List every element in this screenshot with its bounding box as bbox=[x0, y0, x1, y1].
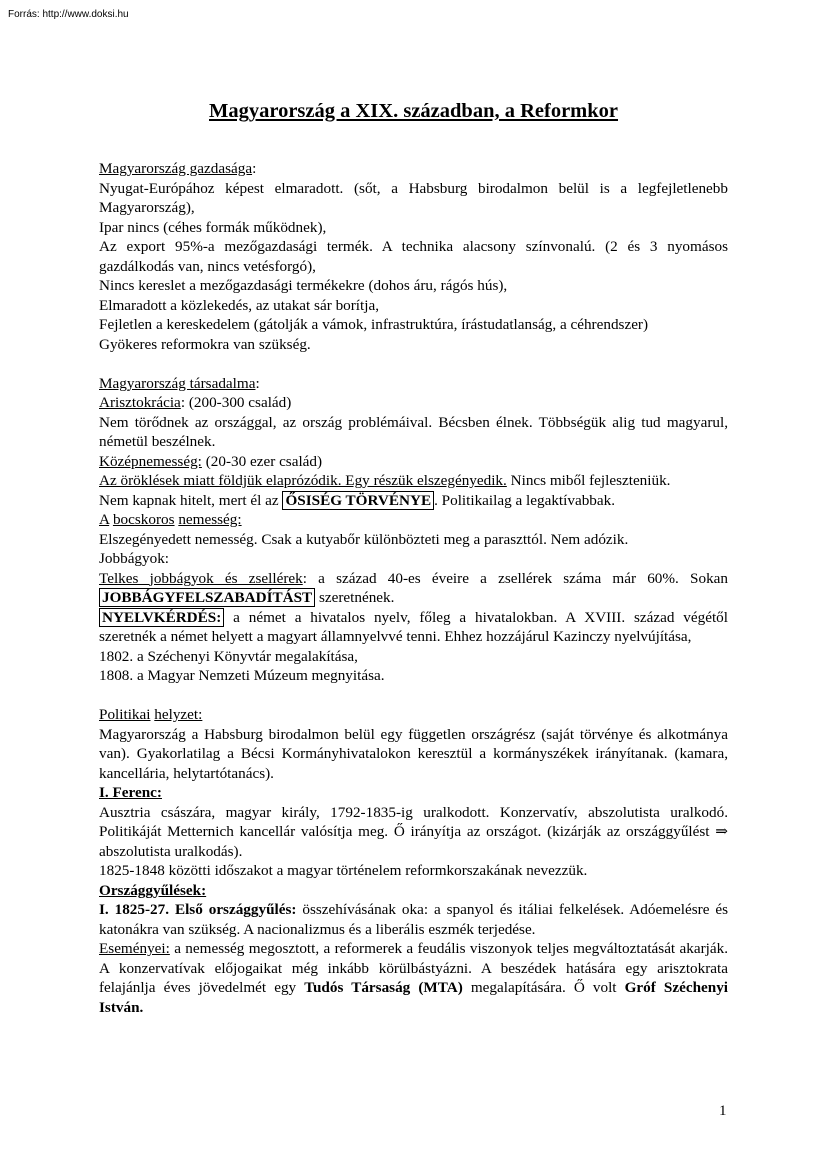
paragraph: Magyarország a Habsburg birodalmon belül egy független országrész (saját törvénye és alkotmánya van). Gyakorlatilag a Bécsi Kormányhivatalokon keresztül a kormányszékek irányítanak. (kamara, kancellária, helytartótanács). bbox=[99, 725, 728, 782]
subheading-text: Arisztokrácia bbox=[99, 394, 181, 411]
section-heading-orszaggyulesek bbox=[99, 881, 728, 901]
heading-text: Politikai bbox=[99, 706, 151, 723]
paragraph: Elmaradott a közlekedés, az utakat sár borítja, bbox=[99, 296, 380, 314]
subheading-kozepnemesseg bbox=[99, 452, 728, 472]
bold-text: Tudós Társaság (MTA) bbox=[304, 979, 463, 996]
heading-colon: : bbox=[252, 160, 257, 177]
spacer bbox=[99, 686, 728, 706]
heading-text: Magyarország társadalma bbox=[99, 374, 256, 392]
document-body bbox=[99, 159, 728, 1017]
subheading-text: Középnemesség: bbox=[99, 452, 202, 470]
heading-colon: : bbox=[255, 374, 260, 392]
subheading-rest: (20-30 ezer család) bbox=[201, 452, 323, 470]
section-heading-politika bbox=[99, 705, 728, 725]
boxed-term-jobbagyfelszabaditas: JOBBÁGYFELSZABADÍTÁST bbox=[99, 588, 315, 607]
underlined-text: Az öröklések miatt földjük elaprózódik. Egy részük elszegényedik. bbox=[99, 472, 507, 489]
paragraph: Nyugat-Európához képest elmaradott. (sőt, a Habsburg birodalmon belül is a legfejletlenebb Magyarország), bbox=[99, 179, 728, 216]
subheading-text: bocskoros bbox=[112, 511, 175, 528]
paragraph: 1802. a Széchenyi Könyvtár megalakítása, bbox=[99, 647, 358, 665]
paragraph bbox=[99, 608, 728, 647]
paragraph: Ipar nincs (céhes formák működnek), bbox=[99, 218, 327, 236]
text: : a század 40-es éveire a zsellérek száma már 60%. Sokan bbox=[302, 569, 728, 587]
section-heading-gazdasag bbox=[99, 159, 728, 179]
text: a német a hivatalos nyelv, főleg a hivatalokban. A XVIII. század végétől szeretnék a német helyett a magyart államnyelvvé tenni. Ehhez hozzájárul Kazinczy nyelvújítása, bbox=[99, 608, 728, 645]
bold-text: I. 1825-27. Első országgyűlés: bbox=[99, 901, 297, 918]
paragraph bbox=[99, 569, 728, 608]
paragraph: Elszegényedett nemesség. Csak a kutyabőr különbözteti meg a paraszttól. Nem adózik. bbox=[99, 530, 629, 548]
text: a nemesség megosztott, a reformerek a feudális viszonyok teljes megváltoztatását akarják. A konzervatívak előjogaikat még inkább körülbástyázni. A beszédek hatására egy arisztokrata felajánlja éves jövedelmét egy bbox=[99, 940, 728, 996]
text: összehívásának oka: a spanyol és itáliai felkelések. Adóemelésre és katonákra van szükség. A nacionalizmus és a liberális eszmék terjedése. bbox=[99, 901, 728, 938]
paragraph: Az export 95%-a mezőgazdasági termék. A technika alacsony színvonalú. (2 és 3 nyomásos gazdálkodás van, nincs vetésforgó), bbox=[99, 238, 728, 275]
paragraph: Nem törődnek az országgal, az ország problémáival. Bécsben élnek. Többségük alig tud magyarul, németül beszélnek. bbox=[99, 413, 728, 450]
paragraph bbox=[99, 939, 728, 1017]
text: Nem kapnak hitelt, mert él az bbox=[99, 491, 283, 509]
page-title: Magyarország a XIX. században, a Reformkor bbox=[209, 100, 618, 122]
subheading-bocskoros bbox=[99, 510, 728, 530]
text: megalapítására. Ő volt bbox=[462, 979, 625, 996]
heading-text: helyzet: bbox=[154, 706, 203, 723]
subheading-ferenc bbox=[99, 783, 728, 803]
subheading-text: A bbox=[99, 511, 110, 528]
paragraph bbox=[99, 471, 728, 491]
subheading-arisztokracia bbox=[99, 393, 728, 413]
paragraph: 1808. a Magyar Nemzeti Múzeum megnyitása. bbox=[99, 667, 385, 684]
boxed-term-nyelvkerdes: NYELVKÉRDÉS: bbox=[99, 608, 224, 627]
spacer bbox=[99, 354, 728, 374]
subheading-text: I. Ferenc: bbox=[99, 784, 162, 801]
subheading-jobbagyok: Jobbágyok: bbox=[99, 550, 170, 567]
text: . Politikailag a legaktívabbak. bbox=[434, 491, 616, 509]
heading-text: Országgyűlések: bbox=[99, 881, 207, 899]
paragraph: Fejletlen a kereskedelem (gátolják a vámok, infrastruktúra, írástudatlanság, a céhrendszer) bbox=[99, 316, 649, 333]
source-label: Forrás: http://www.doksi.hu bbox=[8, 9, 129, 20]
text: szeretnének. bbox=[315, 589, 395, 606]
paragraph bbox=[99, 491, 728, 511]
paragraph bbox=[99, 900, 728, 939]
heading-text: Magyarország gazdasága bbox=[99, 160, 253, 177]
underlined-text: Eseményei: bbox=[99, 940, 170, 957]
underlined-text: Telkes jobbágyok és zsellérek bbox=[99, 569, 303, 587]
paragraph: Nincs kereslet a mezőgazdasági termékekre (dohos áru, rágós hús), bbox=[99, 277, 508, 294]
section-heading-tarsadalom bbox=[99, 374, 728, 394]
subheading-rest: : (200-300 család) bbox=[180, 394, 292, 411]
paragraph: Ausztria császára, magyar király, 1792-1835-ig uralkodott. Konzervatív, abszolutista uralkodó. Politikáját Metternich kancellár valósítja meg. Ő irányítja az országot. (kizárják az országgyűlést ⇒ abszolutista uralkodás). bbox=[99, 803, 728, 860]
paragraph: 1825-1848 közötti időszakot a magyar történelem reformkorszakának nevezzük. bbox=[99, 862, 588, 879]
boxed-term-osiseg: ŐSISÉG TÖRVÉNYE bbox=[282, 491, 434, 510]
subheading-text: nemesség: bbox=[178, 511, 242, 528]
text: Nincs miből fejleszteniük. bbox=[506, 472, 671, 489]
paragraph: Gyökeres reformokra van szükség. bbox=[99, 335, 311, 353]
bold-text: Gróf Széchenyi István. bbox=[99, 979, 729, 1016]
page-number: 1 bbox=[719, 1103, 727, 1119]
